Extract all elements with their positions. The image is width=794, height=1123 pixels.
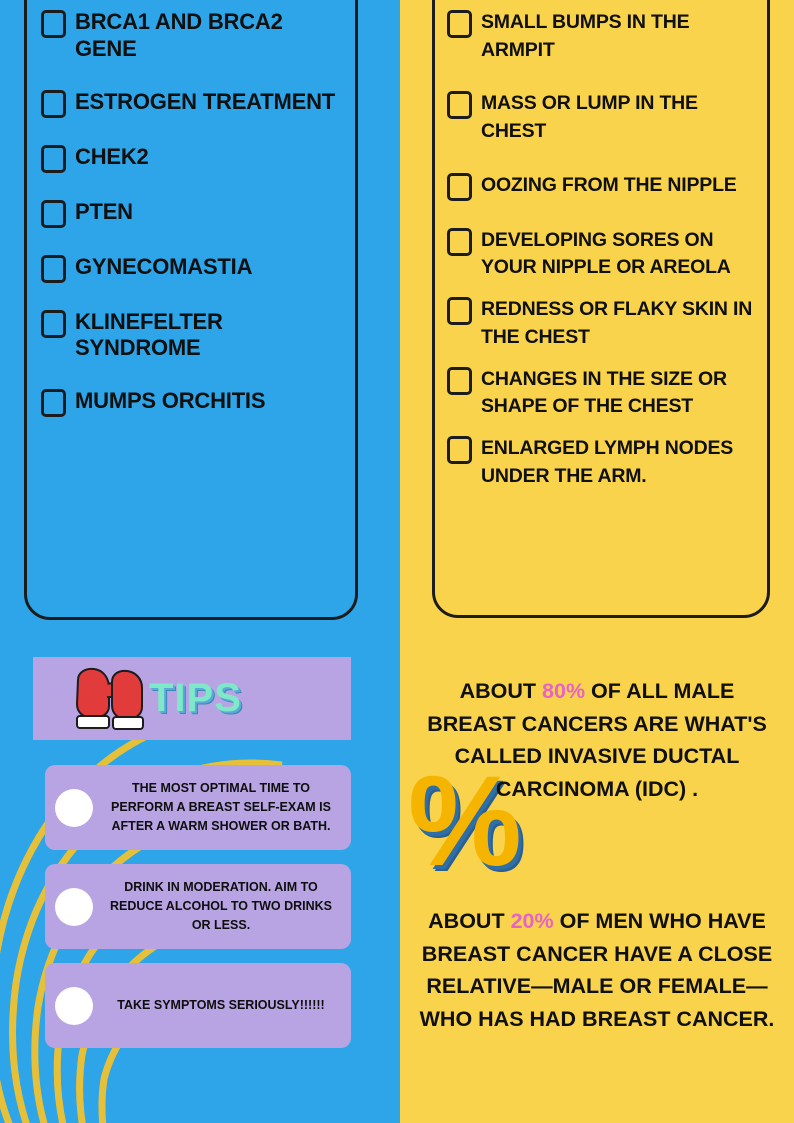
stat-family-history (400, 905, 794, 1036)
tip-card (45, 765, 351, 850)
tip-text: TAKE SYMPTOMS SERIOUSLY!!!!!! (117, 998, 325, 1013)
checkbox-icon[interactable] (447, 436, 472, 464)
checkbox-icon[interactable] (447, 173, 472, 201)
checkbox-icon[interactable] (447, 367, 472, 395)
checkbox-icon[interactable] (41, 389, 66, 417)
list-item[interactable] (447, 172, 755, 201)
checkbox-icon[interactable] (41, 200, 66, 228)
list-item[interactable] (41, 144, 341, 173)
stat-one-after: OF ALL MALE BREAST CANCERS ARE WHAT'S CALLED INVASIVE DUCTAL CARCINOMA (IDC) . (427, 679, 767, 802)
list-item[interactable] (41, 9, 341, 63)
checkbox-icon[interactable] (41, 145, 66, 173)
tip-text: THE MOST OPTIMAL TIME TO PERFORM A BREAST SELF-EXAM IS AFTER A WARM SHOWER OR BATH. (111, 781, 331, 833)
symptom-label: REDNESS OR FLAKY SKIN IN THE CHEST (481, 298, 753, 348)
percent-symbol: % (408, 750, 522, 893)
stat-one-value: 80% (542, 679, 586, 703)
checkbox-icon[interactable] (447, 10, 472, 38)
list-item[interactable] (447, 366, 755, 421)
risk-factor-label: MUMPS ORCHITIS (75, 388, 266, 414)
checkbox-icon[interactable] (447, 297, 472, 325)
stat-invasive-ductal-carcinoma (400, 675, 794, 806)
bullet-icon (55, 789, 93, 827)
list-item[interactable] (41, 89, 341, 118)
stat-two-value: 20% (510, 909, 554, 933)
tip-card (45, 864, 351, 949)
list-item[interactable] (447, 435, 755, 490)
risk-factor-label: BRCA1 AND BRCA2 GENE (75, 9, 283, 61)
checkbox-icon[interactable] (41, 255, 66, 283)
risk-factor-label: ESTROGEN TREATMENT (75, 88, 335, 114)
boxing-gloves-icon (72, 666, 148, 732)
symptom-label: MASS OR LUMP IN THE CHEST (481, 92, 698, 143)
risk-factor-label: GYNECOMASTIA (75, 253, 253, 279)
symptom-label: SMALL BUMPS IN THE ARMPIT (481, 11, 690, 61)
right-column (400, 0, 794, 1123)
list-item[interactable] (41, 388, 341, 417)
checkbox-icon[interactable] (41, 10, 66, 38)
risk-factor-label: KLINEFELTER SYNDROME (75, 308, 223, 361)
checkbox-icon[interactable] (41, 310, 66, 338)
checkbox-icon[interactable] (447, 91, 472, 119)
list-item[interactable] (41, 199, 341, 228)
list-item[interactable] (41, 254, 341, 283)
checkbox-icon[interactable] (41, 90, 66, 118)
bullet-icon (55, 987, 93, 1025)
list-item[interactable] (447, 90, 755, 145)
symptoms-card (432, 0, 770, 618)
symptom-label: ENLARGED LYMPH NODES UNDER THE ARM. (481, 436, 734, 487)
stat-one-before: ABOUT (459, 679, 543, 703)
list-item[interactable] (41, 309, 341, 363)
list-item[interactable] (447, 296, 755, 351)
symptom-label: CHANGES IN THE SIZE OR SHAPE OF THE CHEST (481, 367, 727, 418)
risk-factor-label: CHEK2 (75, 143, 149, 169)
symptom-label: OOZING FROM THE NIPPLE (481, 173, 737, 196)
symptom-label: DEVELOPING SORES ON YOUR NIPPLE OR AREOLA (481, 228, 731, 279)
stat-two-after: OF MEN WHO HAVE BREAST CANCER HAVE A CLOSE RELATIVE—MALE OR FEMALE—WHO HAS HAD BREAST CANCER. (419, 909, 775, 1032)
checkbox-icon[interactable] (447, 228, 472, 256)
bullet-icon (55, 888, 93, 926)
tip-card (45, 963, 351, 1048)
tips-title: TIPS (149, 676, 242, 720)
stat-two-before: ABOUT (428, 909, 511, 933)
risk-factor-label: PTEN (75, 198, 133, 224)
tip-text: DRINK IN MODERATION. AIM TO REDUCE ALCOHOL TO TWO DRINKS OR LESS. (110, 880, 332, 932)
list-item[interactable] (447, 9, 755, 64)
list-item[interactable] (447, 227, 755, 282)
risk-factors-card (24, 0, 358, 620)
